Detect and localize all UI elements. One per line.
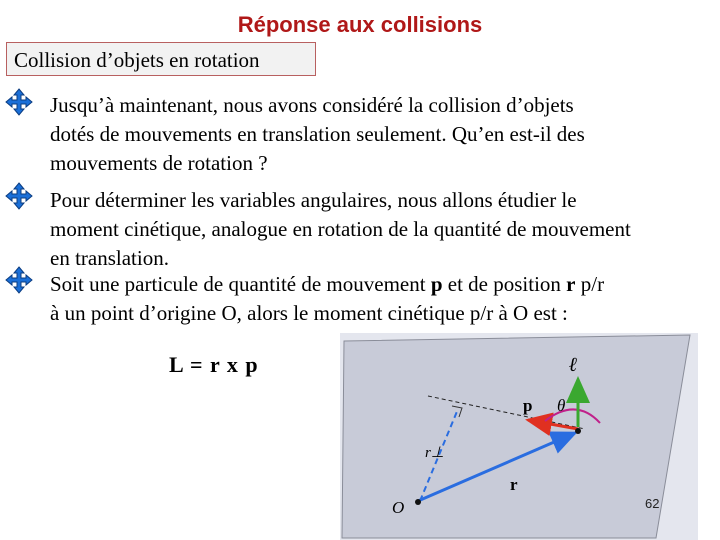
paragraph-3-text: p/r	[575, 272, 605, 296]
subtitle-box: Collision d’objets en rotation	[6, 42, 316, 76]
label-r-perp: r⊥	[425, 445, 444, 461]
label-theta: θ	[557, 396, 566, 415]
vector-p-bold: p	[430, 272, 443, 296]
paragraph-3-text: Soit une particule de quantité de mouvement	[50, 272, 431, 296]
vector-r-bold: r	[566, 272, 576, 296]
particle-point	[575, 428, 581, 434]
page-number: 62	[645, 496, 660, 511]
label-origin: O	[392, 498, 405, 517]
paragraph-2-line: en translation.	[50, 246, 169, 270]
paragraph-3-text: à un point d’origine O, alors le moment cinétique p/r à O est :	[50, 301, 568, 325]
paragraph-2-line: Pour déterminer les variables angulaires, nous allons étudier le	[50, 188, 577, 212]
paragraph-1-line: dotés de mouvements en translation seulement. Qu’en est-il des	[50, 122, 585, 146]
paragraph-3-text: et de position	[442, 272, 567, 296]
paragraph-2	[50, 186, 718, 273]
paragraph-1-line: mouvements de rotation ?	[50, 151, 268, 175]
paragraph-3	[50, 270, 718, 328]
bullet-icon	[5, 88, 33, 116]
bullet-icon	[5, 266, 33, 294]
origin-point	[415, 499, 421, 505]
label-l: ℓ	[569, 354, 578, 376]
slide-title: Réponse aux collisions	[237, 12, 483, 37]
paragraph-1-line: Jusqu’à maintenant, nous avons considéré la collision d’objets	[50, 93, 574, 117]
angular-momentum-formula: L = r x p	[169, 352, 259, 377]
angular-momentum-diagram	[340, 333, 698, 540]
paragraph-2-line: moment cinétique, analogue en rotation de la quantité de mouvement	[50, 217, 631, 241]
paragraph-1	[50, 91, 718, 178]
label-r: r	[510, 475, 518, 494]
label-p: p	[523, 396, 533, 415]
bullet-icon	[5, 182, 33, 210]
